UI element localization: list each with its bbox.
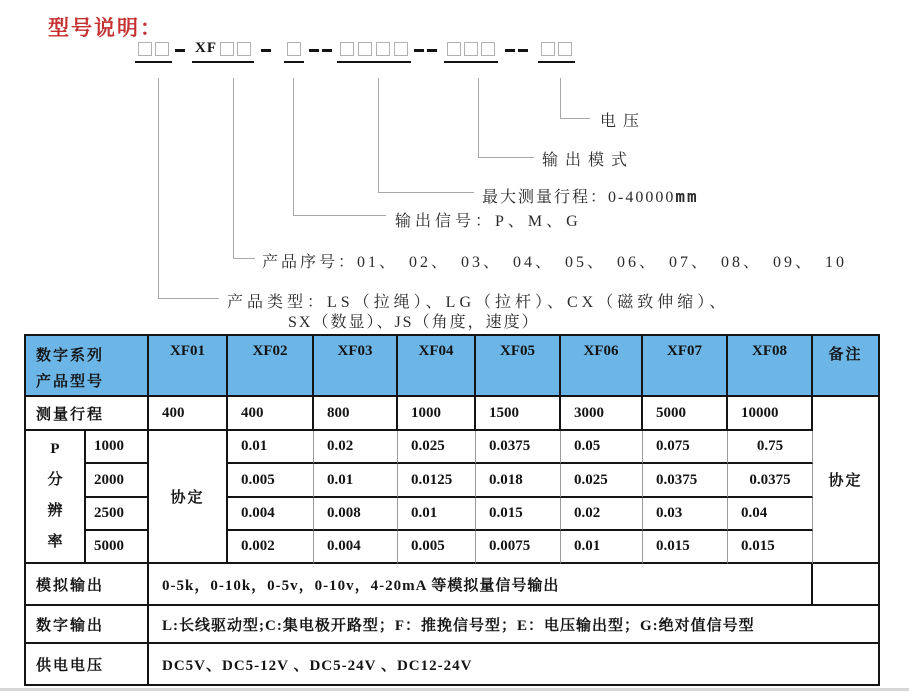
leader-elbow-max-travel (378, 192, 474, 193)
max-travel-unit: mm (675, 187, 699, 206)
code-box (358, 42, 372, 56)
resolution-sub-cell: 1000 (86, 431, 149, 464)
code-box (340, 42, 354, 56)
page-bottom-edge (0, 688, 909, 691)
resolution-value-cell: 0.01 (561, 531, 643, 564)
resolution-value-cell: 0.004 (314, 531, 398, 564)
callout-product-type-line2: SX（数显）、JS（角度，速度） (288, 314, 540, 331)
resolution-value-cell: 0.75 (728, 431, 813, 464)
callout-output-signal: 输出信号：P、M、G (395, 213, 582, 230)
resolution-value-cell: 0.008 (314, 498, 398, 531)
resolution-value-cell: 0.025 (398, 431, 476, 464)
code-box (237, 42, 251, 56)
leader-line-output-mode (478, 78, 479, 157)
resolution-value-cell: 0.005 (228, 464, 314, 498)
code-dash (175, 49, 185, 52)
resolution-value-cell: 0.0375 (476, 431, 561, 464)
header-cell-xf02: XF02 (228, 336, 314, 397)
resolution-value-cell: 0.004 (228, 498, 314, 531)
code-group-series (192, 41, 254, 63)
digital-content-cell: L:长线驱动型;C:集电极开路型；F：推挽信号型；E：电压输出型；G:绝对值信号型 (149, 606, 878, 644)
code-dash (309, 49, 319, 52)
resolution-sub-cell: 2000 (86, 464, 149, 498)
resolution-value-cell: 0.005 (398, 531, 476, 564)
code-dash (518, 49, 528, 52)
travel-value-cell: 5000 (643, 397, 728, 431)
digital-label-cell: 数字输出 (26, 606, 149, 644)
callout-voltage: 电压 (600, 113, 647, 130)
header-label-line2: 产品型号 (36, 374, 105, 390)
resolution-group-label (26, 431, 86, 564)
callout-output-mode: 输出模式 (542, 152, 635, 169)
leader-line-product-type (158, 78, 159, 298)
leader-elbow-output-signal (293, 215, 386, 216)
resolution-value-cell: 0.015 (728, 531, 813, 564)
resolution-value-cell: 0.0375 (728, 464, 813, 498)
note-merged-cell: 协定 (813, 397, 878, 564)
resolution-value-cell: 0.015 (643, 531, 728, 564)
header-cell-note: 备注 (813, 336, 878, 397)
travel-value-cell: 400 (149, 397, 228, 431)
code-group-output-mode (444, 41, 498, 63)
resolution-value-cell: 0.025 (561, 464, 643, 498)
code-box (464, 42, 478, 56)
code-box (481, 42, 495, 56)
resolution-value-cell: 0.02 (314, 431, 398, 464)
resolution-sub-cell: 2500 (86, 498, 149, 531)
code-box (376, 42, 390, 56)
resolution-sub-cell: 5000 (86, 531, 149, 564)
callout-product-type-line1: 产品类型：LS（拉绳）、LG（拉杆）、CX（磁致伸缩）、 (227, 294, 730, 311)
travel-value-cell: 1000 (398, 397, 476, 431)
resolution-value-cell: 0.075 (643, 431, 728, 464)
travel-value-cell: 3000 (561, 397, 643, 431)
code-box (447, 42, 461, 56)
code-box (220, 42, 234, 56)
callout-max-travel (482, 184, 699, 207)
xf01-merged-cell: 协定 (149, 431, 228, 564)
resolution-value-cell: 0.018 (476, 464, 561, 498)
code-group-output-signal (284, 41, 304, 63)
travel-value-cell: 400 (228, 397, 314, 431)
code-box (287, 42, 301, 56)
analog-note-cell (813, 564, 878, 606)
resolution-value-cell: 0.01 (314, 464, 398, 498)
code-dash (414, 49, 424, 52)
power-label-cell: 供电电压 (26, 644, 149, 684)
header-cell-xf03: XF03 (314, 336, 398, 397)
analog-content-cell: 0-5k，0-10k，0-5v，0-10v，4-20mA 等模拟量信号输出 (149, 564, 813, 606)
code-group-max-travel (337, 41, 411, 63)
code-dash (505, 49, 515, 52)
resolution-value-cell: 0.03 (643, 498, 728, 531)
code-box (558, 42, 572, 56)
spec-table (24, 334, 880, 686)
callout-product-serial: 产品序号：01、 02、 03、 04、 05、 06、 07、 08、 09、 10 (262, 254, 848, 271)
leader-line-product-serial (233, 78, 234, 258)
resolution-char: 辨 (47, 503, 63, 519)
power-content-cell: DC5V、DC5-12V 、DC5-24V 、DC12-24V (162, 657, 473, 674)
header-cell-xf08: XF08 (728, 336, 813, 397)
code-dash (322, 49, 332, 52)
code-dash (427, 49, 437, 52)
code-box (541, 42, 555, 56)
resolution-value-cell: 0.05 (561, 431, 643, 464)
resolution-value-cell: 0.0075 (476, 531, 561, 564)
page-title: 型号说明： (48, 17, 163, 40)
resolution-char: 率 (47, 534, 63, 550)
code-dash (261, 49, 271, 52)
code-box (155, 42, 169, 56)
header-cell-series-label (26, 336, 149, 397)
leader-elbow-output-mode (478, 157, 534, 158)
leader-elbow-product-serial (233, 258, 255, 259)
header-cell-xf07: XF07 (643, 336, 728, 397)
leader-line-output-signal (293, 78, 294, 215)
code-box (394, 42, 408, 56)
travel-value-cell: 1500 (476, 397, 561, 431)
resolution-value-cell: 0.01 (398, 498, 476, 531)
leader-line-max-travel (378, 78, 379, 192)
leader-elbow-product-type (158, 298, 219, 299)
header-cell-xf01: XF01 (149, 336, 228, 397)
resolution-char: P (50, 441, 60, 457)
header-cell-xf05: XF05 (476, 336, 561, 397)
resolution-value-cell: 0.0125 (398, 464, 476, 498)
code-box (138, 42, 152, 56)
travel-value-cell: 800 (314, 397, 398, 431)
travel-label-cell: 测量行程 (26, 397, 149, 431)
header-cell-xf06: XF06 (561, 336, 643, 397)
resolution-value-cell: 0.0375 (643, 464, 728, 498)
resolution-char: 分 (47, 472, 63, 488)
header-label-line1: 数字系列 (36, 348, 105, 364)
header-cell-xf04: XF04 (398, 336, 476, 397)
resolution-value-cell: 0.015 (476, 498, 561, 531)
resolution-value-cell: 0.04 (728, 498, 813, 531)
leader-line-voltage (560, 78, 561, 118)
max-travel-text: 最大测量行程：0-40000 (482, 189, 676, 206)
leader-elbow-voltage (560, 118, 590, 119)
code-group-voltage (538, 41, 575, 63)
analog-label-cell: 模拟输出 (26, 564, 149, 606)
resolution-value-cell: 0.01 (228, 431, 314, 464)
resolution-value-cell: 0.02 (561, 498, 643, 531)
code-group-product-type (135, 41, 172, 63)
resolution-value-cell: 0.002 (228, 531, 314, 564)
travel-value-cell: 10000 (728, 397, 813, 431)
series-prefix-label: XF (195, 40, 217, 56)
